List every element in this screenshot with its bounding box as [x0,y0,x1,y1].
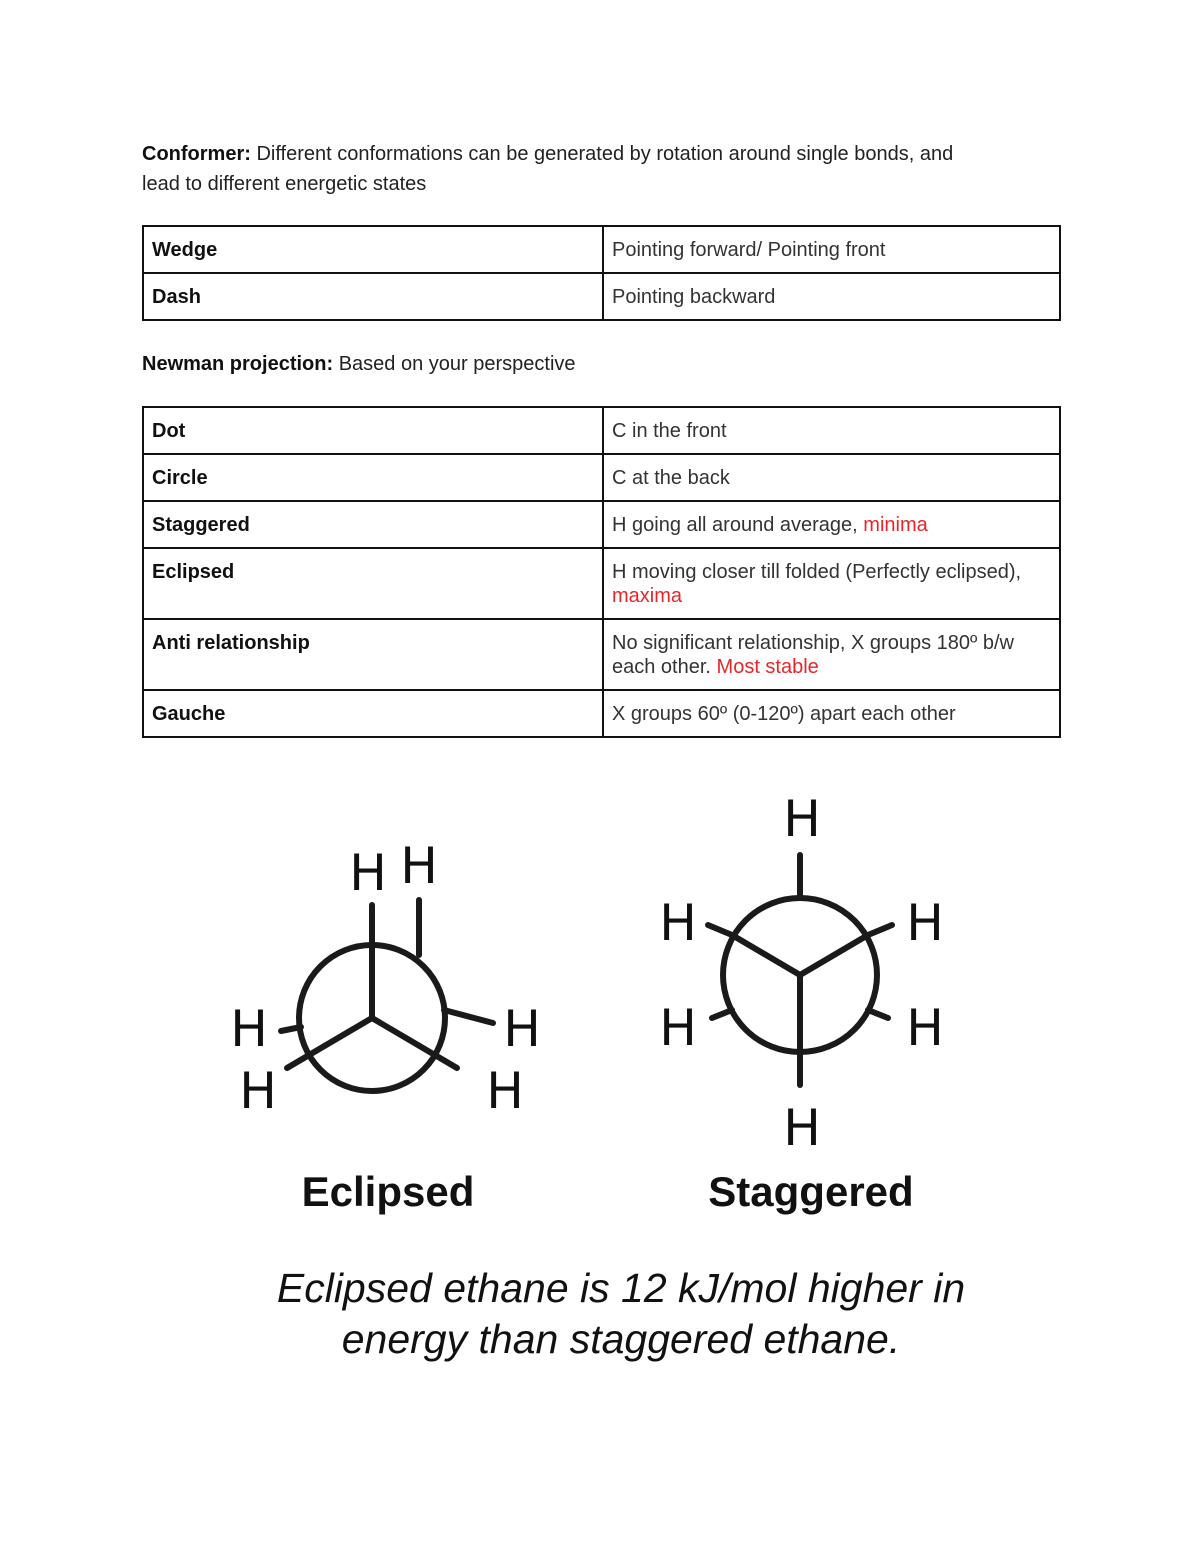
conformer-paragraph [142,139,1042,199]
meaning-dash: Pointing backward [603,273,1060,320]
staggered-front-bond-left [732,935,800,975]
eclipsed-back-bond-left [281,1027,301,1031]
eclipsed-h-top-front: H [349,844,387,902]
term-anti: Anti relationship [143,619,603,690]
highlight-most-stable: Most stable [716,656,819,678]
table-row [143,226,1060,273]
table-row [143,454,1060,501]
staggered-h-lower-right: H [906,999,944,1057]
eclipsed-h-right-front: H [486,1062,524,1120]
staggered-h-upper-right: H [906,894,944,952]
highlight-maxima: maxima [612,585,683,607]
newman-projection-figure [200,780,1020,1400]
eclipsed-h-left-front: H [239,1062,277,1120]
table-row [143,273,1060,320]
staggered-front-bond-right [800,935,868,975]
staggered-front-bond-right-ext [868,925,892,935]
staggered-h-bottom: H [783,1099,821,1157]
meaning-eclipsed: H moving closer till folded (Perfectly eclipsed), maxima [603,548,1060,619]
staggered-front-bond-left-ext [708,925,732,935]
meaning-staggered: H going all around average, minima [603,501,1060,548]
term-wedge: Wedge [143,226,603,273]
term-dash: Dash [143,273,603,320]
conformer-text-line1: Different conformations can be generated by rotation around single bonds, and [256,143,954,165]
eclipsed-h-right-back: H [503,1000,541,1058]
meaning-dot: C in the front [603,407,1060,454]
eclipsed-h-left-back: H [230,1000,268,1058]
meaning-anti: No significant relationship, X groups 180º b/w each other. Most stable [603,619,1060,690]
energy-note-line1: Eclipsed ethane is 12 kJ/mol higher in [276,1265,966,1311]
staggered-h-top: H [783,790,821,848]
newman-text: Based on your perspective [338,353,576,375]
term-eclipsed: Eclipsed [143,548,603,619]
energy-note-line2: energy than staggered ethane. [341,1316,901,1362]
staggered-back-bond-left [712,1010,732,1018]
term-circle: Circle [143,454,603,501]
meaning-gauche: X groups 60º (0-120º) apart each other [603,690,1060,737]
staggered-caption: Staggered [708,1168,914,1215]
newman-paragraph [142,349,1042,379]
table-row [143,501,1060,548]
meaning-wedge: Pointing forward/ Pointing front [603,226,1060,273]
term-staggered: Staggered [143,501,603,548]
table-row [143,407,1060,454]
conformer-text-line2: lead to different energetic states [142,173,427,195]
term-gauche: Gauche [143,690,603,737]
eclipsed-back-bond-right [444,1010,493,1023]
bond-representation-table [142,225,1061,321]
staggered-back-bond-right [868,1010,888,1018]
term-dot: Dot [143,407,603,454]
staggered-h-upper-left: H [659,894,697,952]
table-row [143,548,1060,619]
table-row [143,619,1060,690]
table-row [143,690,1060,737]
eclipsed-h-top-back: H [400,837,438,895]
highlight-minima: minima [863,514,928,536]
conformer-label: Conformer: [142,143,251,165]
eclipsed-caption: Eclipsed [301,1168,475,1215]
newman-table [142,406,1061,738]
staggered-h-lower-left: H [659,999,697,1057]
newman-label: Newman projection: [142,353,334,375]
meaning-circle: C at the back [603,454,1060,501]
